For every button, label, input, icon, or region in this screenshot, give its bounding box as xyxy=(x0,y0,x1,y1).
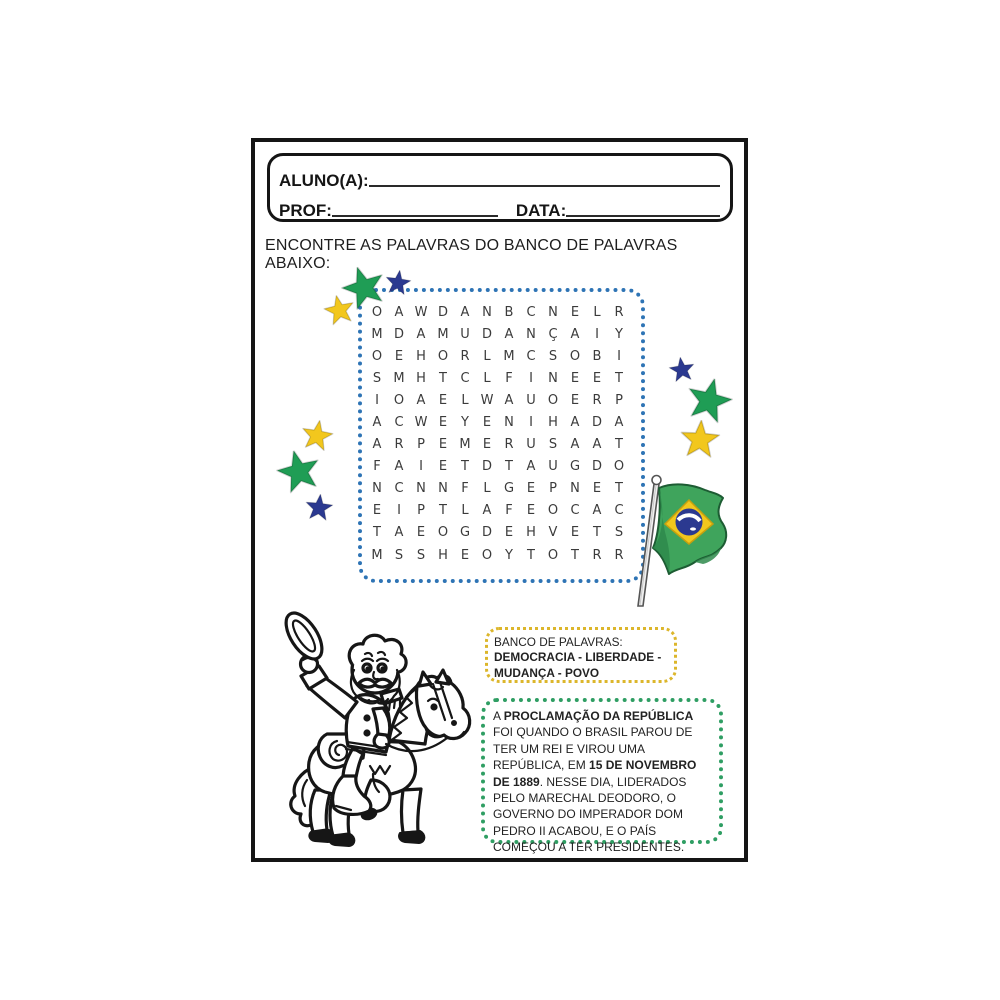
wordsearch-letter: H xyxy=(416,348,426,364)
wordsearch-letter: S xyxy=(416,547,426,563)
wordsearch-letter: T xyxy=(615,481,623,497)
wordsearch-letter: M xyxy=(371,547,383,563)
wordsearch-letter: E xyxy=(592,370,602,386)
wordsearch-letter: A xyxy=(372,415,382,431)
wordsearch-letter: W xyxy=(414,415,428,431)
wordsearch-letter: T xyxy=(527,547,535,563)
wordsearch-letter: A xyxy=(504,326,514,342)
wordsearch-letter: S xyxy=(548,348,558,364)
wordsearch-letter: Y xyxy=(461,415,469,431)
wordsearch-letter: W xyxy=(414,304,428,320)
wordsearch-letter: P xyxy=(417,437,425,453)
teacher-label: PROF: xyxy=(279,201,332,220)
wordsearch-letter: N xyxy=(416,481,426,497)
wordsearch-letter: T xyxy=(373,525,381,541)
wordsearch-letter: Y xyxy=(505,547,513,563)
wordsearch-letter: E xyxy=(482,437,492,453)
wordsearch-letter: O xyxy=(393,392,405,408)
wordsearch-letter: P xyxy=(549,481,557,497)
wordsearch-letter: G xyxy=(503,481,515,497)
wordsearch-letter: E xyxy=(570,304,580,320)
wordsearch-letter: I xyxy=(375,392,379,408)
word-bank-line: MUDANÇA - POVO xyxy=(494,665,600,680)
wordsearch-letter: T xyxy=(505,459,513,475)
wordsearch-letter: L xyxy=(483,481,491,497)
wordsearch-letter: C xyxy=(526,348,536,364)
wordsearch-letter: L xyxy=(483,370,491,386)
wordsearch-letter: L xyxy=(461,392,469,408)
wordsearch-letter: A xyxy=(570,326,580,342)
wordsearch-letter: L xyxy=(461,503,469,519)
instruction-text: ENCONTRE AS PALAVRAS DO BANCO DE PALAVRAS ABAIXO: xyxy=(265,237,678,272)
date-line xyxy=(566,214,720,217)
wordsearch-letter: O xyxy=(547,503,559,519)
wordsearch-letter: I xyxy=(419,459,423,475)
wordsearch-letter: D xyxy=(591,459,602,475)
wordsearch-letter: A xyxy=(482,503,492,519)
wordsearch-letter: N xyxy=(438,481,448,497)
wordsearch-letter: O xyxy=(437,348,449,364)
wordsearch-letter: E xyxy=(526,503,536,519)
wordsearch-letter: E xyxy=(416,525,426,541)
wordsearch-letter: E xyxy=(438,459,448,475)
wordsearch-letter: T xyxy=(439,370,447,386)
wordsearch-letter: U xyxy=(460,326,470,342)
wordsearch-letter: R xyxy=(460,348,470,364)
wordsearch-grid xyxy=(366,301,630,566)
wordsearch-letter: T xyxy=(615,437,623,453)
wordsearch-letter: A xyxy=(394,304,404,320)
wordsearch-letter: H xyxy=(416,370,426,386)
wordsearch-letter: I xyxy=(397,503,401,519)
wordsearch-letter: C xyxy=(526,304,536,320)
wordsearch-letter: E xyxy=(372,503,382,519)
wordsearch-letter: Y xyxy=(615,326,623,342)
student-name-line xyxy=(369,184,720,187)
wordsearch-letter: N xyxy=(504,415,514,431)
wordsearch-letter: C xyxy=(460,370,470,386)
wordsearch-letter: A xyxy=(460,304,470,320)
wordsearch-letter: G xyxy=(569,459,581,475)
wordsearch-letter: B xyxy=(592,348,602,364)
wordsearch-letter: M xyxy=(393,370,405,386)
wordsearch-letter: U xyxy=(526,437,536,453)
word-bank-line: DEMOCRACIA - LIBERDADE - xyxy=(494,650,662,665)
wordsearch-letter: L xyxy=(483,348,491,364)
wordsearch-letter: M xyxy=(437,326,449,342)
wordsearch-letter: P xyxy=(615,392,623,408)
wordsearch-letter: E xyxy=(570,392,580,408)
wordsearch-letter: A xyxy=(504,392,514,408)
wordsearch-letter: H xyxy=(438,547,448,563)
word-bank-line: BANCO DE PALAVRAS: xyxy=(494,635,623,649)
yellow-star-icon xyxy=(679,419,722,462)
wordsearch-letter: E xyxy=(504,525,514,541)
wordsearch-letter: H xyxy=(548,415,558,431)
wordsearch-letter: R xyxy=(592,547,602,563)
wordsearch-letter: D xyxy=(481,459,492,475)
wordsearch-letter: E xyxy=(482,415,492,431)
brazil-flag-icon xyxy=(607,472,732,612)
marechal-deodoro-horse-illustration xyxy=(273,592,473,857)
info-text: A PROCLAMAÇÃO DA REPÚBLICA FOI QUANDO O BRASIL PAROU DE TER UM REI E VIROU UMA REPÚBLICA, EM 15 DE NOVEMBRO DE 1889. NESSE DIA, LIDERADOS PELO MARECHAL DEODORO, O GOVERNO DO IMPERADOR DOM PEDRO II ACABOU, E O PAÍS COMEÇOU A TER PRESIDENTES. xyxy=(493,709,697,855)
wordsearch-letter: Ç xyxy=(548,326,558,342)
flag-pole-ball xyxy=(652,476,661,485)
wordsearch-letter: E xyxy=(394,348,404,364)
worksheet-page xyxy=(251,138,748,862)
wordsearch-letter: M xyxy=(371,326,383,342)
wordsearch-letter: O xyxy=(481,547,493,563)
wordsearch-letter: A xyxy=(394,459,404,475)
wordsearch-letter: A xyxy=(416,392,426,408)
wordsearch-letter: C xyxy=(614,503,624,519)
wordsearch-letter: N xyxy=(482,304,492,320)
wordsearch-letter: O xyxy=(437,525,449,541)
wordsearch-letter: U xyxy=(548,459,558,475)
wordsearch-letter: N xyxy=(526,326,536,342)
wordsearch-letter: E xyxy=(438,415,448,431)
wordsearch-letter: S xyxy=(372,370,382,386)
wordsearch-letter: R xyxy=(614,547,624,563)
wordsearch-letter: T xyxy=(615,370,623,386)
wordsearch-letter: N xyxy=(570,481,580,497)
wordsearch-letter: E xyxy=(438,437,448,453)
student-info-box xyxy=(267,153,733,222)
wordsearch-letter: B xyxy=(504,304,514,320)
wordsearch-letter: O xyxy=(547,392,559,408)
wordsearch-letter: A xyxy=(592,437,602,453)
wordsearch-letter: M xyxy=(459,437,471,453)
wordsearch-letter: A xyxy=(592,503,602,519)
wordsearch-letter: E xyxy=(570,370,580,386)
wordsearch-letter: N xyxy=(372,481,382,497)
wordsearch-letter: E xyxy=(460,547,470,563)
info-box xyxy=(481,698,723,855)
wordsearch-letter: W xyxy=(480,392,494,408)
wordsearch-letter: H xyxy=(526,525,536,541)
wordsearch-letter: I xyxy=(595,326,599,342)
wordsearch-letter: S xyxy=(614,525,624,541)
wordsearch-letter: L xyxy=(593,304,601,320)
teacher-line xyxy=(332,214,498,217)
wordsearch-letter: D xyxy=(591,415,602,431)
blue-star-icon xyxy=(304,493,335,524)
wordsearch-letter: R xyxy=(614,304,624,320)
wordsearch-letter: O xyxy=(613,459,625,475)
wordsearch-letter: A xyxy=(570,415,580,431)
wordsearch-letter: G xyxy=(459,525,471,541)
wordsearch-letter: U xyxy=(526,392,536,408)
wordsearch-letter: I xyxy=(529,415,533,431)
wordsearch-letter: A xyxy=(526,459,536,475)
wordsearch-letter: D xyxy=(393,326,404,342)
wordsearch-letter: V xyxy=(548,525,558,541)
wordsearch-letter: O xyxy=(371,304,383,320)
green-star-icon xyxy=(272,445,325,498)
wordsearch-letter: A xyxy=(570,437,580,453)
wordsearch-letter: E xyxy=(570,525,580,541)
wordsearch-letter: O xyxy=(569,348,581,364)
wordsearch-letter: F xyxy=(461,481,469,497)
wordsearch-letter: T xyxy=(461,459,469,475)
blue-star-icon xyxy=(383,268,412,297)
wordsearch-letter: F xyxy=(505,370,513,386)
wordsearch-letter: C xyxy=(394,415,404,431)
wordsearch-letter: R xyxy=(504,437,514,453)
wordsearch-letter: S xyxy=(548,437,558,453)
yellow-star-icon xyxy=(321,292,358,329)
wordsearch-letter: C xyxy=(570,503,580,519)
wordsearch-letter: N xyxy=(548,370,558,386)
wordsearch-letter: C xyxy=(394,481,404,497)
wordsearch-letter: F xyxy=(373,459,381,475)
wordsearch-letter: O xyxy=(547,547,559,563)
wordsearch-letter: N xyxy=(548,304,558,320)
word-bank-box xyxy=(485,627,677,683)
wordsearch-letter: D xyxy=(437,304,448,320)
wordsearch-letter: A xyxy=(372,437,382,453)
wordsearch-letter: M xyxy=(503,348,515,364)
wordsearch-letter: O xyxy=(371,348,383,364)
student-name-label: ALUNO(A): xyxy=(279,171,369,190)
wordsearch-letter: T xyxy=(593,525,601,541)
wordsearch-letter: E xyxy=(592,481,602,497)
date-label: DATA: xyxy=(515,201,567,220)
wordsearch-letter: E xyxy=(526,481,536,497)
wordsearch-letter: R xyxy=(592,392,602,408)
wordsearch-letter: I xyxy=(529,370,533,386)
wordsearch-letter: D xyxy=(481,326,492,342)
wordsearch-letter: I xyxy=(617,348,621,364)
wordsearch-letter: A xyxy=(614,415,624,431)
wordsearch-letter: R xyxy=(394,437,404,453)
wordsearch-letter: F xyxy=(505,503,513,519)
wordsearch-letter: A xyxy=(394,525,404,541)
wordsearch-letter: P xyxy=(417,503,425,519)
wordsearch-letter: D xyxy=(481,525,492,541)
wordsearch-box xyxy=(358,288,645,583)
wordsearch-letter: E xyxy=(438,392,448,408)
wordsearch-letter: S xyxy=(394,547,404,563)
wordsearch-letter: T xyxy=(439,503,447,519)
word-bank-lines xyxy=(494,635,668,681)
wordsearch-letter: A xyxy=(416,326,426,342)
wordsearch-letter: T xyxy=(571,547,579,563)
